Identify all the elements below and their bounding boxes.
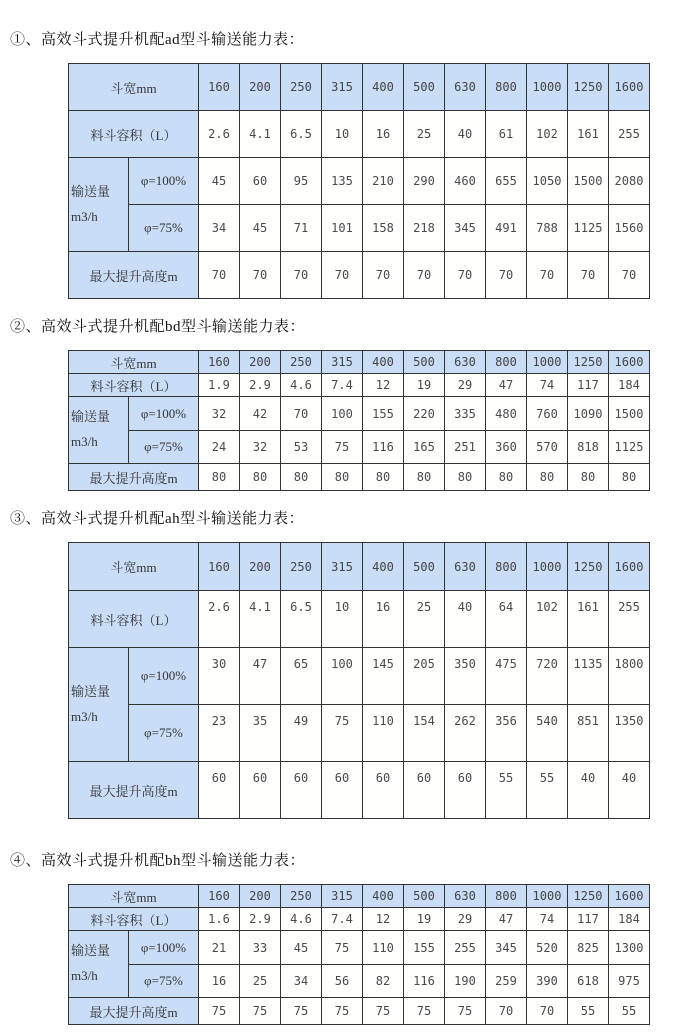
capacity-100-value: 1300	[609, 931, 650, 965]
max-height-value: 60	[445, 762, 486, 819]
capacity-table-bd	[68, 350, 650, 491]
capacity-100-value: 42	[240, 397, 281, 431]
row-label-capacity	[69, 648, 129, 762]
capacity-100-value: 825	[568, 931, 609, 965]
bucket-volume-value: 40	[445, 591, 486, 648]
capacity-100-value: 1500	[609, 397, 650, 431]
bucket-volume-value: 40	[445, 111, 486, 158]
capacity-75-value: 75	[322, 431, 363, 464]
bucket-volume-value: 184	[609, 908, 650, 931]
bucket-width-value: 400	[363, 351, 404, 374]
capacity-75-value: 71	[281, 205, 322, 252]
max-height-value: 70	[486, 998, 527, 1025]
bucket-width-value: 1250	[568, 351, 609, 374]
capacity-100-value: 135	[322, 158, 363, 205]
bucket-volume-value: 184	[609, 374, 650, 397]
capacity-75-value: 491	[486, 205, 527, 252]
capacity-100-value: 100	[322, 648, 363, 705]
capacity-75-value: 32	[240, 431, 281, 464]
capacity-75-value: 360	[486, 431, 527, 464]
bucket-width-value: 800	[486, 543, 527, 591]
bucket-volume-value: 29	[445, 908, 486, 931]
bucket-width-value: 1000	[527, 885, 568, 908]
bucket-volume-value: 6.5	[281, 111, 322, 158]
row-label-fill-75: φ=75%	[129, 705, 199, 762]
capacity-label-line1: 输送量	[71, 183, 111, 199]
capacity-100-value: 760	[527, 397, 568, 431]
capacity-100-value: 1500	[568, 158, 609, 205]
max-height-value: 75	[445, 998, 486, 1025]
row-label-fill-100: φ=100%	[129, 648, 199, 705]
capacity-table-ad-body	[69, 64, 650, 299]
max-height-value: 60	[240, 762, 281, 819]
bucket-volume-value: 4.1	[240, 591, 281, 648]
max-height-value: 75	[363, 998, 404, 1025]
bucket-width-value: 200	[240, 64, 281, 111]
capacity-100-value: 210	[363, 158, 404, 205]
capacity-75-value: 218	[404, 205, 445, 252]
bucket-volume-value: 4.1	[240, 111, 281, 158]
capacity-100-value: 155	[363, 397, 404, 431]
bucket-volume-value: 7.4	[322, 908, 363, 931]
max-height-value: 80	[609, 464, 650, 491]
capacity-table-ah	[68, 542, 650, 819]
max-height-value: 70	[568, 252, 609, 299]
bucket-volume-value: 64	[486, 591, 527, 648]
bucket-width-value: 200	[240, 885, 281, 908]
bucket-volume-value: 16	[363, 111, 404, 158]
bucket-volume-value: 1.6	[199, 908, 240, 931]
capacity-100-value: 45	[199, 158, 240, 205]
capacity-100-value: 95	[281, 158, 322, 205]
max-height-value: 60	[322, 762, 363, 819]
capacity-table-ad	[68, 63, 650, 299]
bucket-volume-value: 29	[445, 374, 486, 397]
capacity-75-value: 53	[281, 431, 322, 464]
max-height-value: 80	[486, 464, 527, 491]
bucket-volume-value: 10	[322, 591, 363, 648]
capacity-100-value: 75	[322, 931, 363, 965]
row-label-fill-75: φ=75%	[129, 965, 199, 998]
row-label-max-height: 最大提升高度m	[69, 464, 199, 491]
bucket-width-value: 500	[404, 351, 445, 374]
row-label-bucket-width: 斗宽mm	[69, 543, 199, 591]
capacity-table-bh	[68, 884, 650, 1025]
capacity-100-value: 720	[527, 648, 568, 705]
bucket-width-value: 315	[322, 885, 363, 908]
row-label-capacity	[69, 158, 129, 252]
table-title-bd: ②、高效斗式提升机配bd型斗输送能力表：	[10, 319, 306, 335]
row-label-bucket-volume: 料斗容积（L）	[69, 591, 199, 648]
max-height-value: 60	[404, 762, 445, 819]
bucket-width-value: 400	[363, 64, 404, 111]
max-height-value: 70	[363, 252, 404, 299]
row-label-bucket-width: 斗宽mm	[69, 885, 199, 908]
capacity-100-value: 70	[281, 397, 322, 431]
section-table-ad	[10, 28, 670, 299]
capacity-100-value: 520	[527, 931, 568, 965]
capacity-75-value: 262	[445, 705, 486, 762]
capacity-75-value: 390	[527, 965, 568, 998]
capacity-100-value: 350	[445, 648, 486, 705]
max-height-value: 70	[527, 998, 568, 1025]
max-height-value: 40	[568, 762, 609, 819]
bucket-width-value: 1000	[527, 64, 568, 111]
bucket-width-value: 800	[486, 885, 527, 908]
capacity-label-line2: m3/h	[71, 434, 98, 449]
row-label-capacity	[69, 397, 129, 464]
capacity-75-value: 356	[486, 705, 527, 762]
max-height-value: 75	[322, 998, 363, 1025]
bucket-volume-value: 2.9	[240, 908, 281, 931]
capacity-75-value: 1125	[609, 431, 650, 464]
bucket-volume-value: 2.6	[199, 591, 240, 648]
capacity-label-line2: m3/h	[71, 708, 98, 724]
capacity-100-value: 205	[404, 648, 445, 705]
max-height-value: 70	[240, 252, 281, 299]
capacity-100-value: 110	[363, 931, 404, 965]
bucket-width-value: 500	[404, 543, 445, 591]
row-label-capacity	[69, 931, 129, 998]
bucket-width-value: 1600	[609, 885, 650, 908]
max-height-value: 60	[199, 762, 240, 819]
capacity-label-line2: m3/h	[71, 208, 98, 224]
bucket-width-value: 250	[281, 64, 322, 111]
bucket-width-value: 1250	[568, 885, 609, 908]
table-title-ad: ①、高效斗式提升机配ad型斗输送能力表：	[10, 32, 305, 48]
row-label-max-height: 最大提升高度m	[69, 252, 199, 299]
row-label-fill-100: φ=100%	[129, 158, 199, 205]
capacity-100-value: 60	[240, 158, 281, 205]
max-height-value: 70	[199, 252, 240, 299]
bucket-volume-value: 7.4	[322, 374, 363, 397]
capacity-75-value: 570	[527, 431, 568, 464]
row-label-fill-75: φ=75%	[129, 431, 199, 464]
max-height-value: 75	[404, 998, 445, 1025]
bucket-width-value: 630	[445, 543, 486, 591]
capacity-75-value: 158	[363, 205, 404, 252]
bucket-width-value: 160	[199, 885, 240, 908]
capacity-75-value: 110	[363, 705, 404, 762]
bucket-volume-value: 255	[609, 591, 650, 648]
capacity-75-value: 35	[240, 705, 281, 762]
capacity-100-value: 335	[445, 397, 486, 431]
table-title-ah: ③、高效斗式提升机配ah型斗输送能力表：	[10, 511, 305, 527]
bucket-width-value: 250	[281, 351, 322, 374]
row-label-bucket-volume: 料斗容积（L）	[69, 111, 199, 158]
capacity-label-line1: 输送量	[71, 943, 111, 959]
max-height-value: 70	[445, 252, 486, 299]
capacity-100-value: 21	[199, 931, 240, 965]
max-height-value: 80	[363, 464, 404, 491]
bucket-volume-value: 4.6	[281, 374, 322, 397]
max-height-value: 70	[281, 252, 322, 299]
max-height-value: 70	[322, 252, 363, 299]
bucket-width-value: 1250	[568, 543, 609, 591]
bucket-width-value: 1250	[568, 64, 609, 111]
capacity-75-value: 101	[322, 205, 363, 252]
max-height-value: 55	[486, 762, 527, 819]
bucket-volume-value: 6.5	[281, 591, 322, 648]
capacity-100-value: 1050	[527, 158, 568, 205]
capacity-75-value: 116	[363, 431, 404, 464]
capacity-75-value: 16	[199, 965, 240, 998]
max-height-value: 80	[445, 464, 486, 491]
bucket-width-value: 160	[199, 64, 240, 111]
max-height-value: 75	[240, 998, 281, 1025]
row-label-bucket-volume: 料斗容积（L）	[69, 908, 199, 931]
bucket-volume-value: 117	[568, 908, 609, 931]
table-title-bh: ④、高效斗式提升机配bh型斗输送能力表：	[10, 853, 306, 869]
capacity-100-value: 345	[486, 931, 527, 965]
bucket-volume-value: 161	[568, 111, 609, 158]
bucket-volume-value: 19	[404, 908, 445, 931]
capacity-75-value: 1560	[609, 205, 650, 252]
max-height-value: 60	[281, 762, 322, 819]
capacity-100-value: 475	[486, 648, 527, 705]
capacity-75-value: 259	[486, 965, 527, 998]
bucket-width-value: 250	[281, 543, 322, 591]
capacity-75-value: 82	[363, 965, 404, 998]
bucket-width-value: 250	[281, 885, 322, 908]
max-height-value: 75	[199, 998, 240, 1025]
row-label-bucket-width: 斗宽mm	[69, 351, 199, 374]
capacity-100-value: 155	[404, 931, 445, 965]
bucket-volume-value: 161	[568, 591, 609, 648]
capacity-75-value: 165	[404, 431, 445, 464]
capacity-75-value: 1350	[609, 705, 650, 762]
bucket-volume-value: 102	[527, 591, 568, 648]
bucket-width-value: 315	[322, 64, 363, 111]
max-height-value: 70	[527, 252, 568, 299]
max-height-value: 55	[609, 998, 650, 1025]
row-label-max-height: 最大提升高度m	[69, 762, 199, 819]
capacity-75-value: 1125	[568, 205, 609, 252]
row-label-fill-100: φ=100%	[129, 397, 199, 431]
max-height-value: 70	[404, 252, 445, 299]
capacity-75-value: 851	[568, 705, 609, 762]
bucket-volume-value: 255	[609, 111, 650, 158]
capacity-100-value: 47	[240, 648, 281, 705]
bucket-volume-value: 19	[404, 374, 445, 397]
bucket-volume-value: 102	[527, 111, 568, 158]
capacity-75-value: 788	[527, 205, 568, 252]
capacity-75-value: 56	[322, 965, 363, 998]
row-label-fill-100: φ=100%	[129, 931, 199, 965]
capacity-75-value: 34	[199, 205, 240, 252]
bucket-width-value: 1600	[609, 543, 650, 591]
capacity-75-value: 23	[199, 705, 240, 762]
bucket-volume-value: 12	[363, 908, 404, 931]
bucket-width-value: 1000	[527, 543, 568, 591]
bucket-volume-value: 2.6	[199, 111, 240, 158]
capacity-table-bh-body	[69, 885, 650, 1025]
row-label-bucket-volume: 料斗容积（L）	[69, 374, 199, 397]
max-height-value: 70	[609, 252, 650, 299]
row-label-bucket-width: 斗宽mm	[69, 64, 199, 111]
bucket-volume-value: 25	[404, 591, 445, 648]
bucket-width-value: 1600	[609, 64, 650, 111]
max-height-value: 80	[527, 464, 568, 491]
bucket-width-value: 315	[322, 351, 363, 374]
bucket-width-value: 400	[363, 543, 404, 591]
bucket-width-value: 630	[445, 351, 486, 374]
capacity-75-value: 975	[609, 965, 650, 998]
bucket-width-value: 200	[240, 351, 281, 374]
capacity-100-value: 1800	[609, 648, 650, 705]
capacity-100-value: 100	[322, 397, 363, 431]
bucket-volume-value: 74	[527, 374, 568, 397]
capacity-100-value: 255	[445, 931, 486, 965]
max-height-value: 55	[568, 998, 609, 1025]
bucket-width-value: 500	[404, 64, 445, 111]
capacity-75-value: 345	[445, 205, 486, 252]
bucket-volume-value: 25	[404, 111, 445, 158]
capacity-75-value: 190	[445, 965, 486, 998]
capacity-100-value: 1135	[568, 648, 609, 705]
bucket-width-value: 1600	[609, 351, 650, 374]
capacity-100-value: 2080	[609, 158, 650, 205]
bucket-volume-value: 1.9	[199, 374, 240, 397]
bucket-width-value: 630	[445, 885, 486, 908]
bucket-width-value: 800	[486, 351, 527, 374]
capacity-75-value: 24	[199, 431, 240, 464]
bucket-volume-value: 74	[527, 908, 568, 931]
capacity-100-value: 460	[445, 158, 486, 205]
bucket-width-value: 315	[322, 543, 363, 591]
capacity-100-value: 33	[240, 931, 281, 965]
bucket-volume-value: 16	[363, 591, 404, 648]
bucket-volume-value: 10	[322, 111, 363, 158]
max-height-value: 80	[404, 464, 445, 491]
capacity-100-value: 65	[281, 648, 322, 705]
capacity-75-value: 540	[527, 705, 568, 762]
section-table-bd	[10, 315, 670, 491]
bucket-volume-value: 47	[486, 908, 527, 931]
capacity-table-ah-body	[69, 543, 650, 819]
capacity-75-value: 251	[445, 431, 486, 464]
max-height-value: 80	[240, 464, 281, 491]
capacity-100-value: 145	[363, 648, 404, 705]
max-height-value: 80	[199, 464, 240, 491]
capacity-75-value: 818	[568, 431, 609, 464]
capacity-75-value: 75	[322, 705, 363, 762]
max-height-value: 40	[609, 762, 650, 819]
capacity-75-value: 116	[404, 965, 445, 998]
capacity-75-value: 154	[404, 705, 445, 762]
capacity-75-value: 25	[240, 965, 281, 998]
capacity-100-value: 1090	[568, 397, 609, 431]
capacity-100-value: 480	[486, 397, 527, 431]
capacity-75-value: 34	[281, 965, 322, 998]
bucket-volume-value: 2.9	[240, 374, 281, 397]
bucket-width-value: 200	[240, 543, 281, 591]
capacity-100-value: 45	[281, 931, 322, 965]
bucket-volume-value: 12	[363, 374, 404, 397]
capacity-label-line2: m3/h	[71, 968, 98, 983]
capacity-100-value: 30	[199, 648, 240, 705]
capacity-100-value: 32	[199, 397, 240, 431]
capacity-table-bd-body	[69, 351, 650, 491]
capacity-100-value: 220	[404, 397, 445, 431]
bucket-volume-value: 61	[486, 111, 527, 158]
capacity-75-value: 45	[240, 205, 281, 252]
max-height-value: 80	[281, 464, 322, 491]
max-height-value: 80	[568, 464, 609, 491]
capacity-label-line1: 输送量	[71, 683, 111, 699]
max-height-value: 60	[363, 762, 404, 819]
capacity-75-value: 618	[568, 965, 609, 998]
bucket-width-value: 160	[199, 543, 240, 591]
bucket-volume-value: 47	[486, 374, 527, 397]
bucket-width-value: 1000	[527, 351, 568, 374]
row-label-fill-75: φ=75%	[129, 205, 199, 252]
bucket-width-value: 800	[486, 64, 527, 111]
max-height-value: 55	[527, 762, 568, 819]
bucket-width-value: 400	[363, 885, 404, 908]
bucket-width-value: 630	[445, 64, 486, 111]
max-height-value: 70	[486, 252, 527, 299]
capacity-100-value: 655	[486, 158, 527, 205]
section-table-ah	[10, 507, 670, 819]
max-height-value: 80	[322, 464, 363, 491]
bucket-volume-value: 117	[568, 374, 609, 397]
max-height-value: 75	[281, 998, 322, 1025]
bucket-volume-value: 4.6	[281, 908, 322, 931]
section-table-bh	[10, 849, 670, 1025]
row-label-max-height: 最大提升高度m	[69, 998, 199, 1025]
capacity-75-value: 49	[281, 705, 322, 762]
bucket-width-value: 500	[404, 885, 445, 908]
capacity-label-line1: 输送量	[71, 409, 111, 425]
bucket-width-value: 160	[199, 351, 240, 374]
capacity-100-value: 290	[404, 158, 445, 205]
